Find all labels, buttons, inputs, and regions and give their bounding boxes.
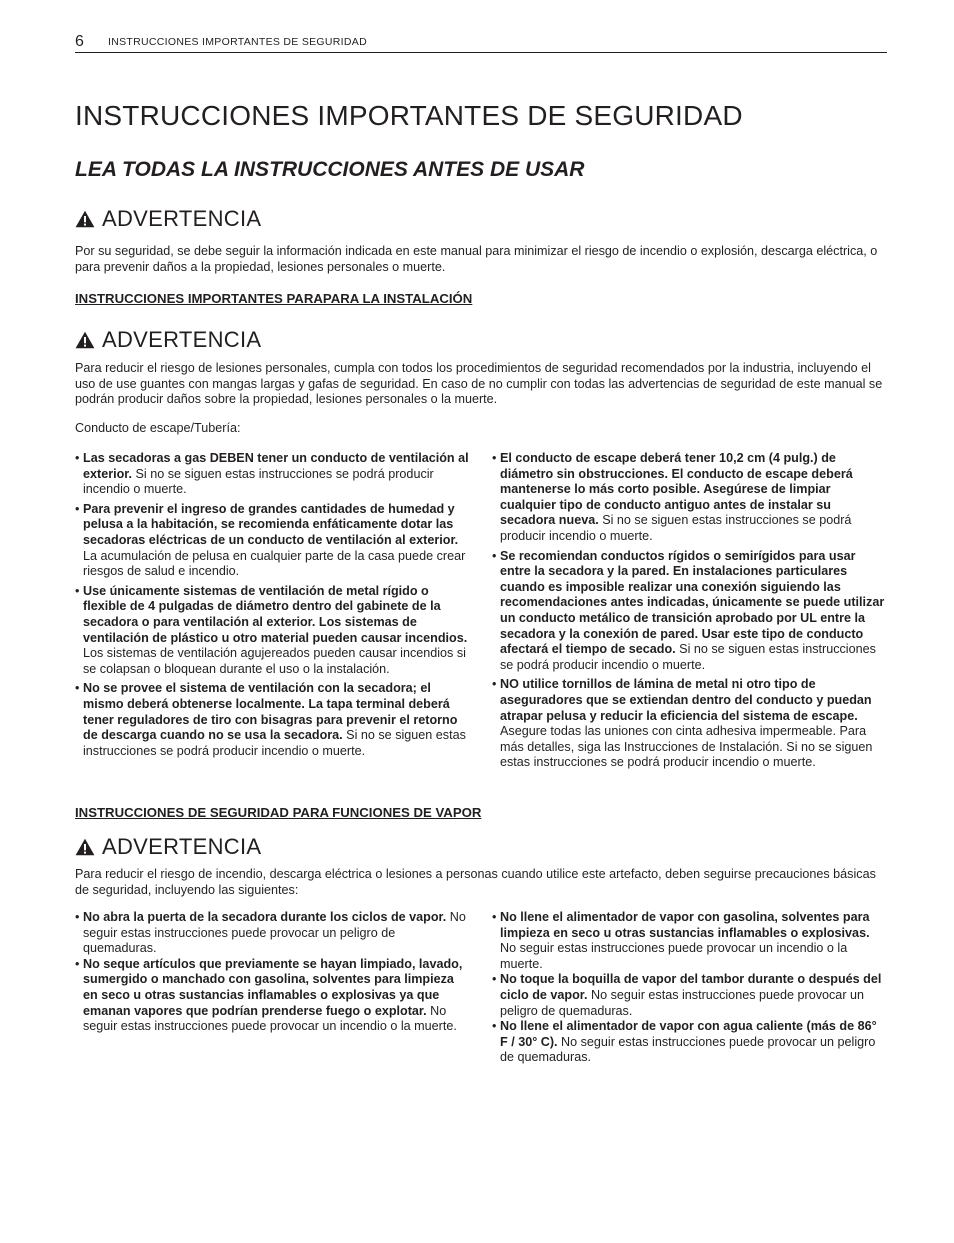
list-item: • El conducto de escape deberá tener 10,2 cm (4 pulg.) de diámetro sin obstrucciones. El conducto de escape deberá mantenerse lo más corto posible. Asegúrese de limpiar cualquier tipo de conducto antiguo antes de instalar su secadora nueva. Si no se siguen estas instrucciones se podrá producir incendio o muerte.	[492, 451, 887, 545]
list-item: • No toque la boquilla de vapor del tambor durante o después del ciclo de vapor. No seguir estas instrucciones puede provocar un peligro de quemaduras.	[492, 972, 887, 1019]
warning-triangle-icon	[75, 838, 95, 856]
page-subtitle: LEA TODAS LA INSTRUCCIONES ANTES DE USAR	[75, 158, 585, 181]
warning-label: ADVERTENCIA	[102, 206, 262, 231]
page-title: INSTRUCCIONES IMPORTANTES DE SEGURIDAD	[75, 100, 743, 131]
steam-heading: INSTRUCCIONES DE SEGURIDAD PARA FUNCIONES DE VAPOR	[75, 805, 482, 820]
installation-heading: INSTRUCCIONES IMPORTANTES PARAPARA LA INSTALACIÓN	[75, 291, 473, 306]
steam-warning-text: Para reducir el riesgo de incendio, descarga eléctrica o lesiones a personas cuando utilice este artefacto, deben seguirse precauciones básicas de seguridad, incluyendo las siguientes:	[75, 867, 876, 897]
exhaust-label: Conducto de escape/Tubería:	[75, 421, 241, 435]
list-item: • NO utilice tornillos de lámina de metal ni otro tipo de aseguradores que se extiendan dentro del conducto y puedan atrapar pelusa y reducir la eficiencia del sistema de escape. Asegure todas las uniones con cinta adhesiva impermeable. Para más detalles, siga las Instrucciones de Instalación. Si no se siguen estas instrucciones se podrá producir incendio o muerte.	[492, 677, 887, 771]
warning-heading-installation	[75, 327, 261, 353]
warning-label: ADVERTENCIA	[102, 327, 262, 352]
warning-triangle-icon	[75, 210, 95, 228]
warning-triangle-icon	[75, 331, 95, 349]
installation-left-column	[75, 451, 470, 763]
list-item: • No llene el alimentador de vapor con gasolina, solventes para limpieza en seco u otras sustancias inflamables o explosivas. No seguir estas instrucciones puede provocar un incendio o la muerte.	[492, 910, 887, 972]
list-item: • Para prevenir el ingreso de grandes cantidades de humedad y pelusa a la habitación, se recomienda enfáticamente dotar las secadoras eléctricas de un conducto de ventilación al exterior. La acumulación de pelusa en cualquier parte de la casa puede crear riesgos de salud e incendio.	[75, 502, 470, 580]
list-item: • Use únicamente sistemas de ventilación de metal rígido o flexible de 4 pulgadas de diámetro dentro del gabinete de la secadora o para ventilación al exterior. Los sistemas de ventilación de plástico u otro material pueden causar incendios. Los sistemas de ventilación agujereados pueden causar incendios si se colapsan o bloquean durante el uso o la instalación.	[75, 584, 470, 678]
list-item: • No abra la puerta de la secadora durante los ciclos de vapor. No seguir estas instrucciones puede provocar un peligro de quemaduras.	[75, 910, 470, 957]
list-item: • No llene el alimentador de vapor con agua caliente (más de 86° F / 30° C). No seguir estas instrucciones puede provocar un peligro de quemaduras.	[492, 1019, 887, 1066]
warning-heading-general	[75, 206, 261, 232]
steam-right-column	[492, 910, 887, 1066]
running-title: INSTRUCCIONES IMPORTANTES DE SEGURIDAD	[108, 36, 367, 48]
installation-warning-text: Para reducir el riesgo de lesiones personales, cumpla con todos los procedimientos de seguridad recomendados por la industria, incluyendo el uso de use guantes con mangas largas y gafas de seguridad. En caso de no cumplir con todas las advertencias de seguridad de este manual se podrán producir daños sobre la propiedad, lesiones personales o la muerte.	[75, 361, 883, 407]
intro-text: Por su seguridad, se debe seguir la información indicada en este manual para minimizar el riesgo de incendio o explosión, descarga eléctrica, o para prevenir daños a la propiedad, lesiones personales o muerte.	[75, 244, 878, 274]
list-item: • No seque artículos que previamente se hayan limpiado, lavado, sumergido o manchado con gasolina, solventes para limpieza en seco u otras sustancias inflamables o explosivas ya que emanan vapores que podrían prenderse fuego o explotar. No seguir estas instrucciones puede provocar un incendio o la muerte.	[75, 957, 470, 1035]
list-item: • Las secadoras a gas DEBEN tener un conducto de ventilación al exterior. Si no se siguen estas instrucciones se podrá producir incendio o muerte.	[75, 451, 470, 498]
steam-left-column	[75, 910, 470, 1035]
warning-heading-steam	[75, 834, 261, 860]
warning-label: ADVERTENCIA	[102, 834, 262, 859]
page-number: 6	[75, 33, 84, 50]
page-header	[75, 33, 887, 53]
list-item: • Se recomiendan conductos rígidos o semirígidos para usar entre la secadora y la pared. En instalaciones particulares cuando es imposible realizar una conexión siguiendo las recomendaciones antes indicadas, únicamente se puede utilizar un conducto metálico de transición aprobado por UL entre la secadora y la conexión de pared. Usar este tipo de conducto afectará el tiempo de secado. Si no se siguen estas instrucciones se podrá producir incendio o muerte.	[492, 549, 887, 674]
list-item: • No se provee el sistema de ventilación con la secadora; el mismo deberá obtenerse localmente. La tapa terminal deberá tener reguladores de tiro con bisagras para prevenir el retorno de descarga cuando no se usa la secadora. Si no se siguen estas instrucciones se podrá producir incendio o muerte.	[75, 681, 470, 759]
installation-right-column	[492, 451, 887, 775]
